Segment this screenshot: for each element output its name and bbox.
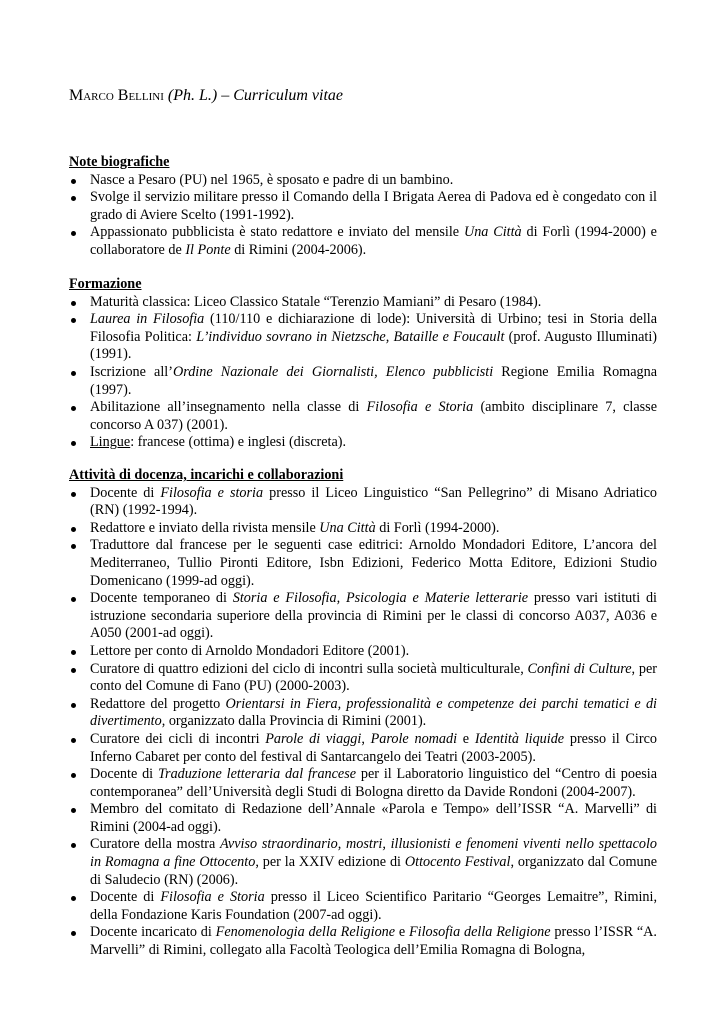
bullet-icon xyxy=(71,527,76,532)
text-run: presso il Liceo Linguistico “San Pellegrino” di Misano Adriatico (RN) (1992-1994). xyxy=(90,484,658,519)
bullet-list xyxy=(69,294,657,452)
text-run: Una Città xyxy=(463,224,522,241)
title-dash: – xyxy=(217,87,234,104)
text-run: Parole nomadi xyxy=(370,730,458,747)
text-run: Filosofia e storia xyxy=(160,484,264,501)
text-run: Docente incaricato di xyxy=(90,924,216,941)
bullet-icon xyxy=(71,896,76,901)
bullet-icon xyxy=(71,179,76,184)
text-run: Appassionato pubblicista è stato redattore e inviato del mensile xyxy=(90,224,464,241)
text-run: Ordine Nazionale dei Giornalisti, Elenco pubblicisti xyxy=(172,363,494,380)
text-run: Orientarsi in Fiera, professionalità e competenze dei parchi tematici e di divertimento xyxy=(90,695,657,730)
text-run: Curatore di quattro edizioni del ciclo di incontri sulla società multiculturale, xyxy=(90,660,528,677)
bullet-icon xyxy=(71,843,76,848)
text-run: Identità liquide xyxy=(474,730,565,747)
text-run: Membro del comitato di Redazione dell’Annale «Parola e Tempo» dell’ISSR “A. Marvelli” di Rimini (2004-ad oggi). xyxy=(90,801,657,835)
text-run: Docente di xyxy=(90,484,161,501)
bullet-list xyxy=(69,485,657,960)
bullet-icon xyxy=(71,196,76,201)
section-heading: Note biografiche xyxy=(69,154,170,170)
list-item xyxy=(69,399,657,434)
text-run: : francese (ottima) e inglesi (discreta). xyxy=(130,434,347,451)
bullet-icon xyxy=(71,231,76,236)
bullet-icon xyxy=(71,808,76,813)
list-item xyxy=(69,643,657,661)
text-run: Regione Emilia Romagna (1997). xyxy=(90,363,658,398)
list-item xyxy=(69,434,657,452)
text-run: Avviso straordinario, mostri, illusionisti e fenomeni viventi nello spettacolo in Romagna a fine Ottocento xyxy=(90,836,657,871)
list-item xyxy=(69,520,657,538)
text-run: di Forlì (1994-2000). xyxy=(375,519,500,536)
text-run: Il Ponte xyxy=(185,241,231,258)
author-degree: (Ph. L.) xyxy=(167,87,218,104)
section-heading: Attività di docenza, incarichi e collaborazioni xyxy=(69,467,344,483)
bullet-icon xyxy=(71,931,76,936)
list-item xyxy=(69,766,657,801)
list-item xyxy=(69,189,657,224)
text-run: Maturità classica: Liceo Classico Statale “Terenzio Mamiani” di Pesaro (1984). xyxy=(90,293,542,310)
text-run: e xyxy=(457,730,475,747)
text-run: Filosofia e Storia xyxy=(366,399,474,416)
text-run: presso l’ISSR “A. Marvelli” di Rimini, collegato alla Facoltà Teologica dell’Emilia Romagna di Bologna, xyxy=(90,924,657,959)
text-run: Traduttore dal francese per le seguenti case editrici: Arnoldo Mondadori Editore, L’ancora del Mediterraneo, Tullio Pironti Editore, Isbn Edizioni, Federico Motta Editore, Edizioni Studio Domenicano (1999-ad oggi). xyxy=(90,537,657,589)
section-heading: Formazione xyxy=(69,276,142,292)
list-item xyxy=(69,537,657,590)
bullet-icon xyxy=(71,492,76,497)
text-run: Docente di xyxy=(90,766,158,783)
section-note-biografiche xyxy=(69,154,657,260)
bullet-icon xyxy=(71,301,76,306)
bullet-icon xyxy=(71,650,76,655)
text-run: di Rimini (2004-2006). xyxy=(230,241,367,258)
bullet-icon xyxy=(71,668,76,673)
list-item xyxy=(69,590,657,643)
bullet-icon xyxy=(71,441,76,446)
text-run: Redattore e inviato della rivista mensile xyxy=(90,519,320,536)
text-run: Docente di xyxy=(90,889,161,906)
list-item xyxy=(69,661,657,696)
list-item xyxy=(69,924,657,959)
text-run: (ambito disciplinare 7, classe concorso A 037) (2001). xyxy=(90,399,657,433)
text-run: Curatore dei cicli di incontri xyxy=(90,730,266,747)
text-run: Lettore per conto di Arnoldo Mondadori Editore (2001). xyxy=(90,642,410,659)
bullet-icon xyxy=(71,703,76,708)
list-item xyxy=(69,311,657,364)
text-run: Filosofia della Religione xyxy=(408,924,551,941)
bullet-icon xyxy=(71,371,76,376)
text-run: Confini di Culture xyxy=(527,660,632,677)
text-run: Laurea in Filosofia xyxy=(90,311,205,328)
text-run: L’individuo sovrano in Nietzsche, Bataille e Foucault xyxy=(196,328,505,345)
document-type: Curriculum vitae xyxy=(233,87,343,104)
text-run: , per conto del Comune di Fano (PU) (2000-2003). xyxy=(90,660,657,695)
list-item xyxy=(69,364,657,399)
text-run: di Forlì (1994-2000) e collaboratore de xyxy=(90,224,657,258)
text-run: Docente temporaneo di xyxy=(90,590,233,607)
text-run: Lingue xyxy=(90,434,131,451)
text-run: Una Città xyxy=(319,519,376,536)
text-run: Filosofia e Storia xyxy=(160,889,265,906)
bullet-icon xyxy=(71,544,76,549)
text-run: presso il Circo Inferno Cabaret per conto del festival di Santarcangelo dei Teatri (2003-2005). xyxy=(90,730,657,765)
list-item xyxy=(69,224,657,259)
text-run: Abilitazione all’insegnamento nella classe di xyxy=(90,399,367,416)
text-run: Ottocento Festival xyxy=(404,854,511,871)
text-run: Svolge il servizio militare presso il Comando della I Brigata Aerea di Padova ed è congedato con il grado di Aviere Scelto (1991-1992). xyxy=(90,189,657,223)
text-run: Storia e Filosofia, Psicologia e Materie letterarie xyxy=(232,590,529,607)
list-item xyxy=(69,294,657,312)
text-run: e xyxy=(395,924,409,941)
text-run: Parole di viaggi xyxy=(265,730,362,747)
text-run: presso vari istituti di istruzione secondaria superiore della provincia di Rimini per le classi di concorso A037, A036 e A050 (2001-ad oggi). xyxy=(90,590,657,642)
text-run: presso il Liceo Scientifico Paritario “Georges Lemaitre”, Rimini, della Fondazione Karis Foundation (2007-ad oggi). xyxy=(90,889,657,923)
text-run: Fenomenologia della Religione xyxy=(215,924,396,941)
text-run: , organizzato dal Comune di Saludecio (RN) (2006). xyxy=(90,854,657,888)
text-run: Traduzione letteraria dal francese xyxy=(157,766,357,783)
section-attivita xyxy=(69,467,657,960)
list-item xyxy=(69,696,657,731)
section-formazione xyxy=(69,276,657,452)
author-name: Marco Bellini xyxy=(69,87,164,104)
text-run: , per la XXIV edizione di xyxy=(255,854,405,871)
text-run: Iscrizione all’ xyxy=(90,363,173,380)
text-run: (prof. Augusto Illuminati) (1991). xyxy=(90,328,657,363)
list-item xyxy=(69,836,657,889)
text-run: , organizzato dalla Provincia di Rimini (2001). xyxy=(161,713,427,730)
bullet-icon xyxy=(71,738,76,743)
bullet-icon xyxy=(71,318,76,323)
bullet-list xyxy=(69,172,657,260)
text-run: Nasce a Pesaro (PU) nel 1965, è sposato e padre di un bambino. xyxy=(90,171,454,188)
bullet-icon xyxy=(71,406,76,411)
text-run: per il Laboratorio linguistico del “Centro di poesia contemporanea” dell’Università degli Studi di Bologna diretto da Davide Rondoni (2004-2007). xyxy=(90,766,658,800)
list-item xyxy=(69,889,657,924)
list-item xyxy=(69,731,657,766)
page-title xyxy=(69,87,343,105)
bullet-icon xyxy=(71,773,76,778)
list-item xyxy=(69,485,657,520)
bullet-icon xyxy=(71,597,76,602)
text-run: Redattore del progetto xyxy=(90,695,226,712)
text-run: Curatore della mostra xyxy=(90,836,221,853)
text-run: (110/110 e dichiarazione di lode): Università di Urbino; tesi in Storia della Filosofia Politica: xyxy=(90,311,657,345)
list-item xyxy=(69,172,657,190)
list-item xyxy=(69,801,657,836)
text-run: , xyxy=(361,730,371,747)
